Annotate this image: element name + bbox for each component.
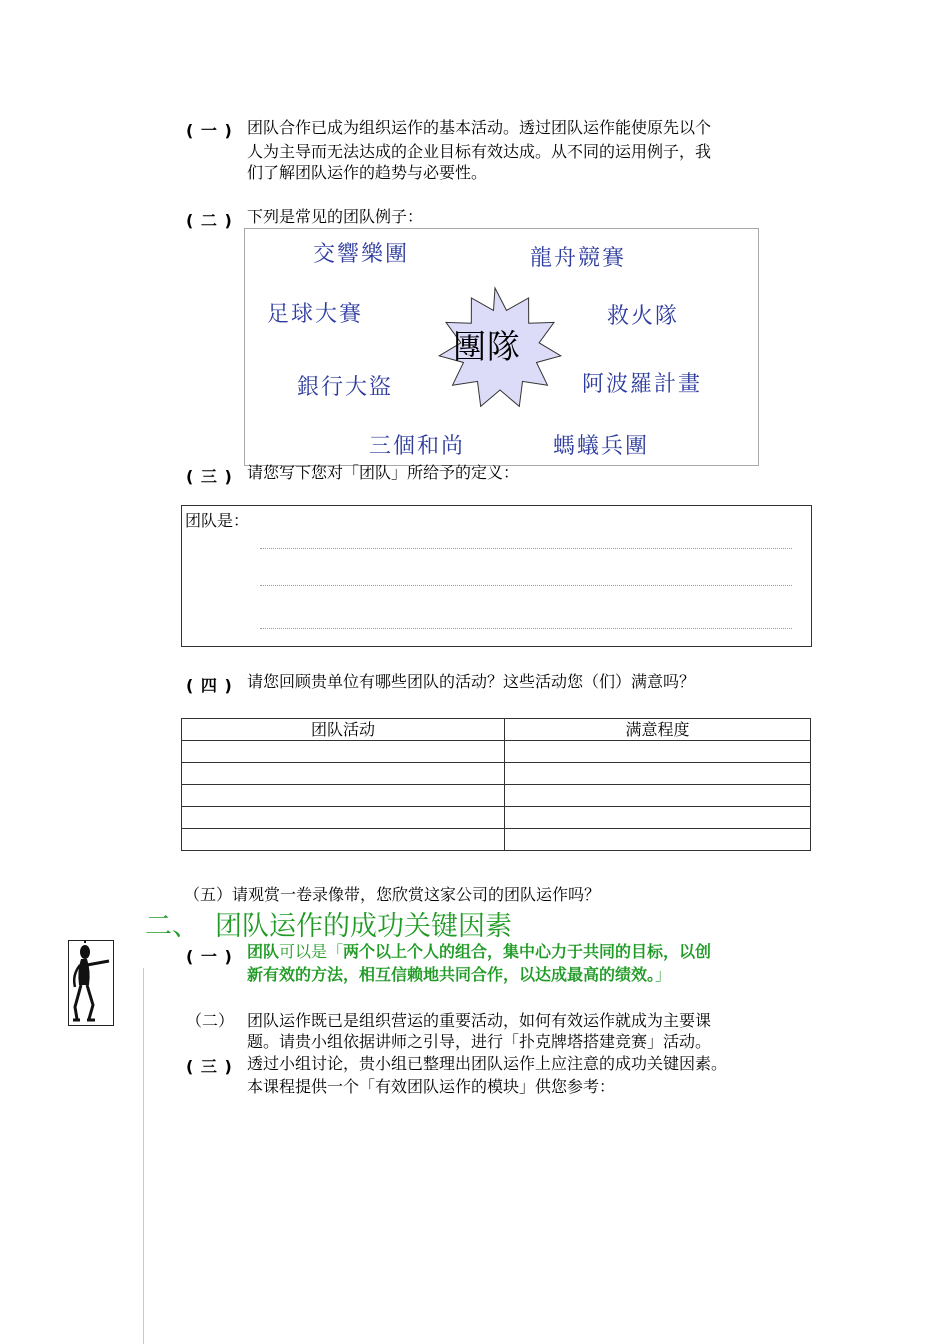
column-header-satisfaction: 满意程度: [505, 719, 811, 741]
definition-part-1: 两个以上个人的组合，集中心力于共同的目标，以创: [343, 942, 712, 961]
part2-section-1-label: ( 一 ): [186, 947, 233, 966]
example-apollo: 阿波羅計畫: [582, 372, 703, 397]
section-3-label: ( 三 ): [186, 467, 233, 486]
table-cell[interactable]: [182, 807, 505, 829]
starburst-team-label: 團隊: [453, 327, 521, 366]
section-3-text: 请您写下您对「团队」所给予的定义：: [247, 463, 520, 482]
section-1-line-3: 们了解团队运作的趋势与必要性。: [247, 163, 488, 182]
definition-close: 」: [655, 965, 672, 984]
table-row: [182, 763, 811, 785]
part2-section-1-line-2: [247, 964, 671, 986]
example-fire-brigade: 救火隊: [607, 304, 680, 329]
example-three-monks: 三個和尚: [369, 434, 466, 459]
table-row: [182, 829, 811, 851]
definition-box[interactable]: [181, 505, 812, 647]
table-cell[interactable]: [182, 741, 505, 763]
part2-section-2-label: （二）: [186, 1011, 235, 1030]
table-row: [182, 741, 811, 763]
table-cell[interactable]: [505, 741, 811, 763]
table-cell[interactable]: [182, 763, 505, 785]
example-dragon-boat: 龍舟競賽: [530, 246, 627, 271]
part2-section-3-line-1: 透过小组讨论，贵小组已整理出团队运作上应注意的成功关键因素。: [247, 1054, 728, 1073]
section-4-text: 请您回顾贵单位有哪些团队的活动？这些活动您（们）满意吗？: [247, 672, 696, 691]
table-cell[interactable]: [505, 763, 811, 785]
definition-part-2: 新有效的方法，相互信赖地共同合作，以达成最高的绩效。: [247, 965, 656, 984]
section-4-label: ( 四 ): [186, 676, 233, 695]
section-heading-title: 团队运作的成功关键因素: [215, 911, 512, 942]
part2-section-2-line-2: 题。请贵小组依据讲师之引导，进行「扑克牌塔搭建竞赛」活动。: [247, 1032, 712, 1051]
table-cell[interactable]: [182, 829, 505, 851]
table-cell[interactable]: [505, 829, 811, 851]
definition-line-3: [260, 628, 792, 629]
part2-section-3-line-2: 本课程提供一个「有效团队运作的模块」供您参考：: [247, 1077, 616, 1096]
table-row: [182, 785, 811, 807]
definition-lead: 可以是「: [279, 942, 344, 961]
example-orchestra: 交響樂團: [313, 242, 410, 267]
example-ant-army: 螞蟻兵團: [553, 434, 650, 459]
table-cell[interactable]: [505, 807, 811, 829]
table-cell[interactable]: [505, 785, 811, 807]
team-term: 团队: [247, 942, 280, 961]
section-2-text: 下列是常见的团队例子：: [247, 207, 424, 226]
definition-line-2: [260, 585, 792, 586]
part2-section-3-label: ( 三 ): [186, 1057, 233, 1076]
example-football: 足球大賽: [267, 302, 364, 327]
table-header-row: [182, 719, 811, 741]
team-activity-table: [181, 718, 811, 851]
table-cell[interactable]: [182, 785, 505, 807]
part2-section-1-line-1: [247, 941, 711, 963]
margin-rule: [143, 968, 144, 1344]
section-2-label: ( 二 ): [186, 211, 233, 230]
section-1-line-2: 人为主导而无法达成的企业目标有效达成。从不同的运用例子，我: [247, 142, 712, 161]
team-examples-box: [244, 228, 759, 466]
column-header-activity: 团队活动: [182, 719, 505, 741]
section-1-line-1: 团队合作已成为组织运作的基本活动。透过团队运作能使原先以个: [247, 118, 712, 137]
part2-section-2-line-1: 团队运作既已是组织营运的重要活动，如何有效运作就成为主要课: [247, 1011, 712, 1030]
definition-line-1: [260, 548, 792, 549]
section-heading-number: 二、: [145, 911, 199, 942]
pointing-figure-icon: [68, 940, 114, 1026]
section-5-text: （五）请观赏一卷录像带，您欣赏这家公司的团队运作吗？: [184, 885, 601, 904]
section-1-label: ( 一 ): [186, 121, 233, 140]
example-bank-robbers: 銀行大盜: [297, 375, 394, 400]
definition-box-label: 团队是：: [185, 511, 250, 530]
table-row: [182, 807, 811, 829]
